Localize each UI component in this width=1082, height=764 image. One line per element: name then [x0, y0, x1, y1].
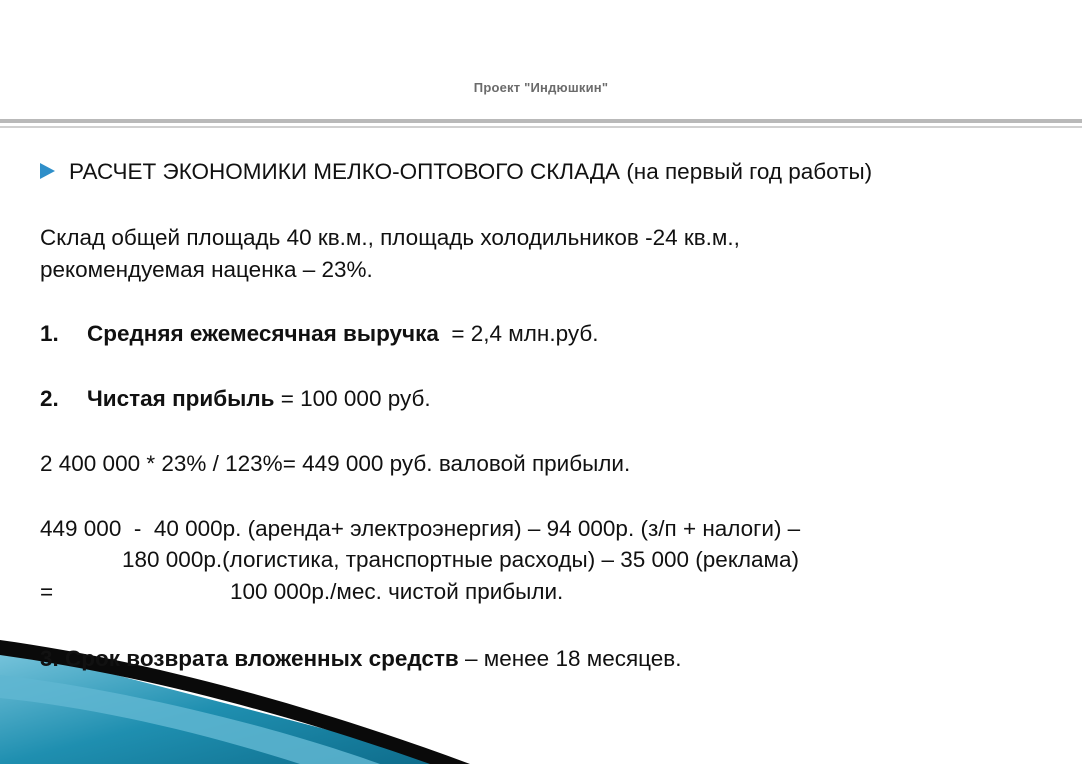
calc-line-1: 449 000 - 40 000р. (аренда+ электроэнергия) – 94 000р. (з/п + налоги) – [40, 516, 801, 541]
list-item-net-profit [40, 385, 431, 413]
item-value: = 100 000 руб. [274, 386, 431, 411]
heading-text: РАСЧЕТ ЭКОНОМИКИ МЕЛКО-ОПТОВОГО СКЛАДА (на первый год работы) [69, 159, 873, 184]
bullet-arrow-icon [40, 163, 55, 179]
header-rule-thin [0, 126, 1082, 128]
calc-equals-sign: = [40, 579, 54, 604]
list-item-revenue [40, 320, 598, 348]
item-number: 3. [40, 646, 59, 671]
item-label: Чистая прибыль [87, 386, 275, 411]
section-heading [40, 158, 872, 186]
item-number: 1. [40, 321, 59, 346]
header-title: Проект "Индюшкин" [473, 80, 609, 95]
calc-line-2: 180 000р.(логистика, транспортные расходы) – 35 000 (реклама) [122, 547, 800, 572]
intro-line-2: рекомендуемая наценка – 23%. [40, 257, 373, 282]
gross-profit-formula: 2 400 000 * 23% / 123%= 449 000 руб. валовой прибыли. [40, 451, 631, 476]
item-value: – менее 18 месяцев. [458, 646, 682, 671]
list-item-payback [40, 645, 682, 673]
calc-line-3: 100 000р./мес. чистой прибыли. [230, 579, 564, 604]
item-label: Срок возврата вложенных средств [65, 646, 459, 671]
item-number: 2. [40, 386, 59, 411]
item-value: = 2,4 млн.руб. [438, 321, 599, 346]
intro-line-1: Склад общей площадь 40 кв.м., площадь холодильников -24 кв.м., [40, 225, 740, 250]
item-label: Средняя ежемесячная выручка [87, 321, 439, 346]
header-rule-thick [0, 119, 1082, 123]
